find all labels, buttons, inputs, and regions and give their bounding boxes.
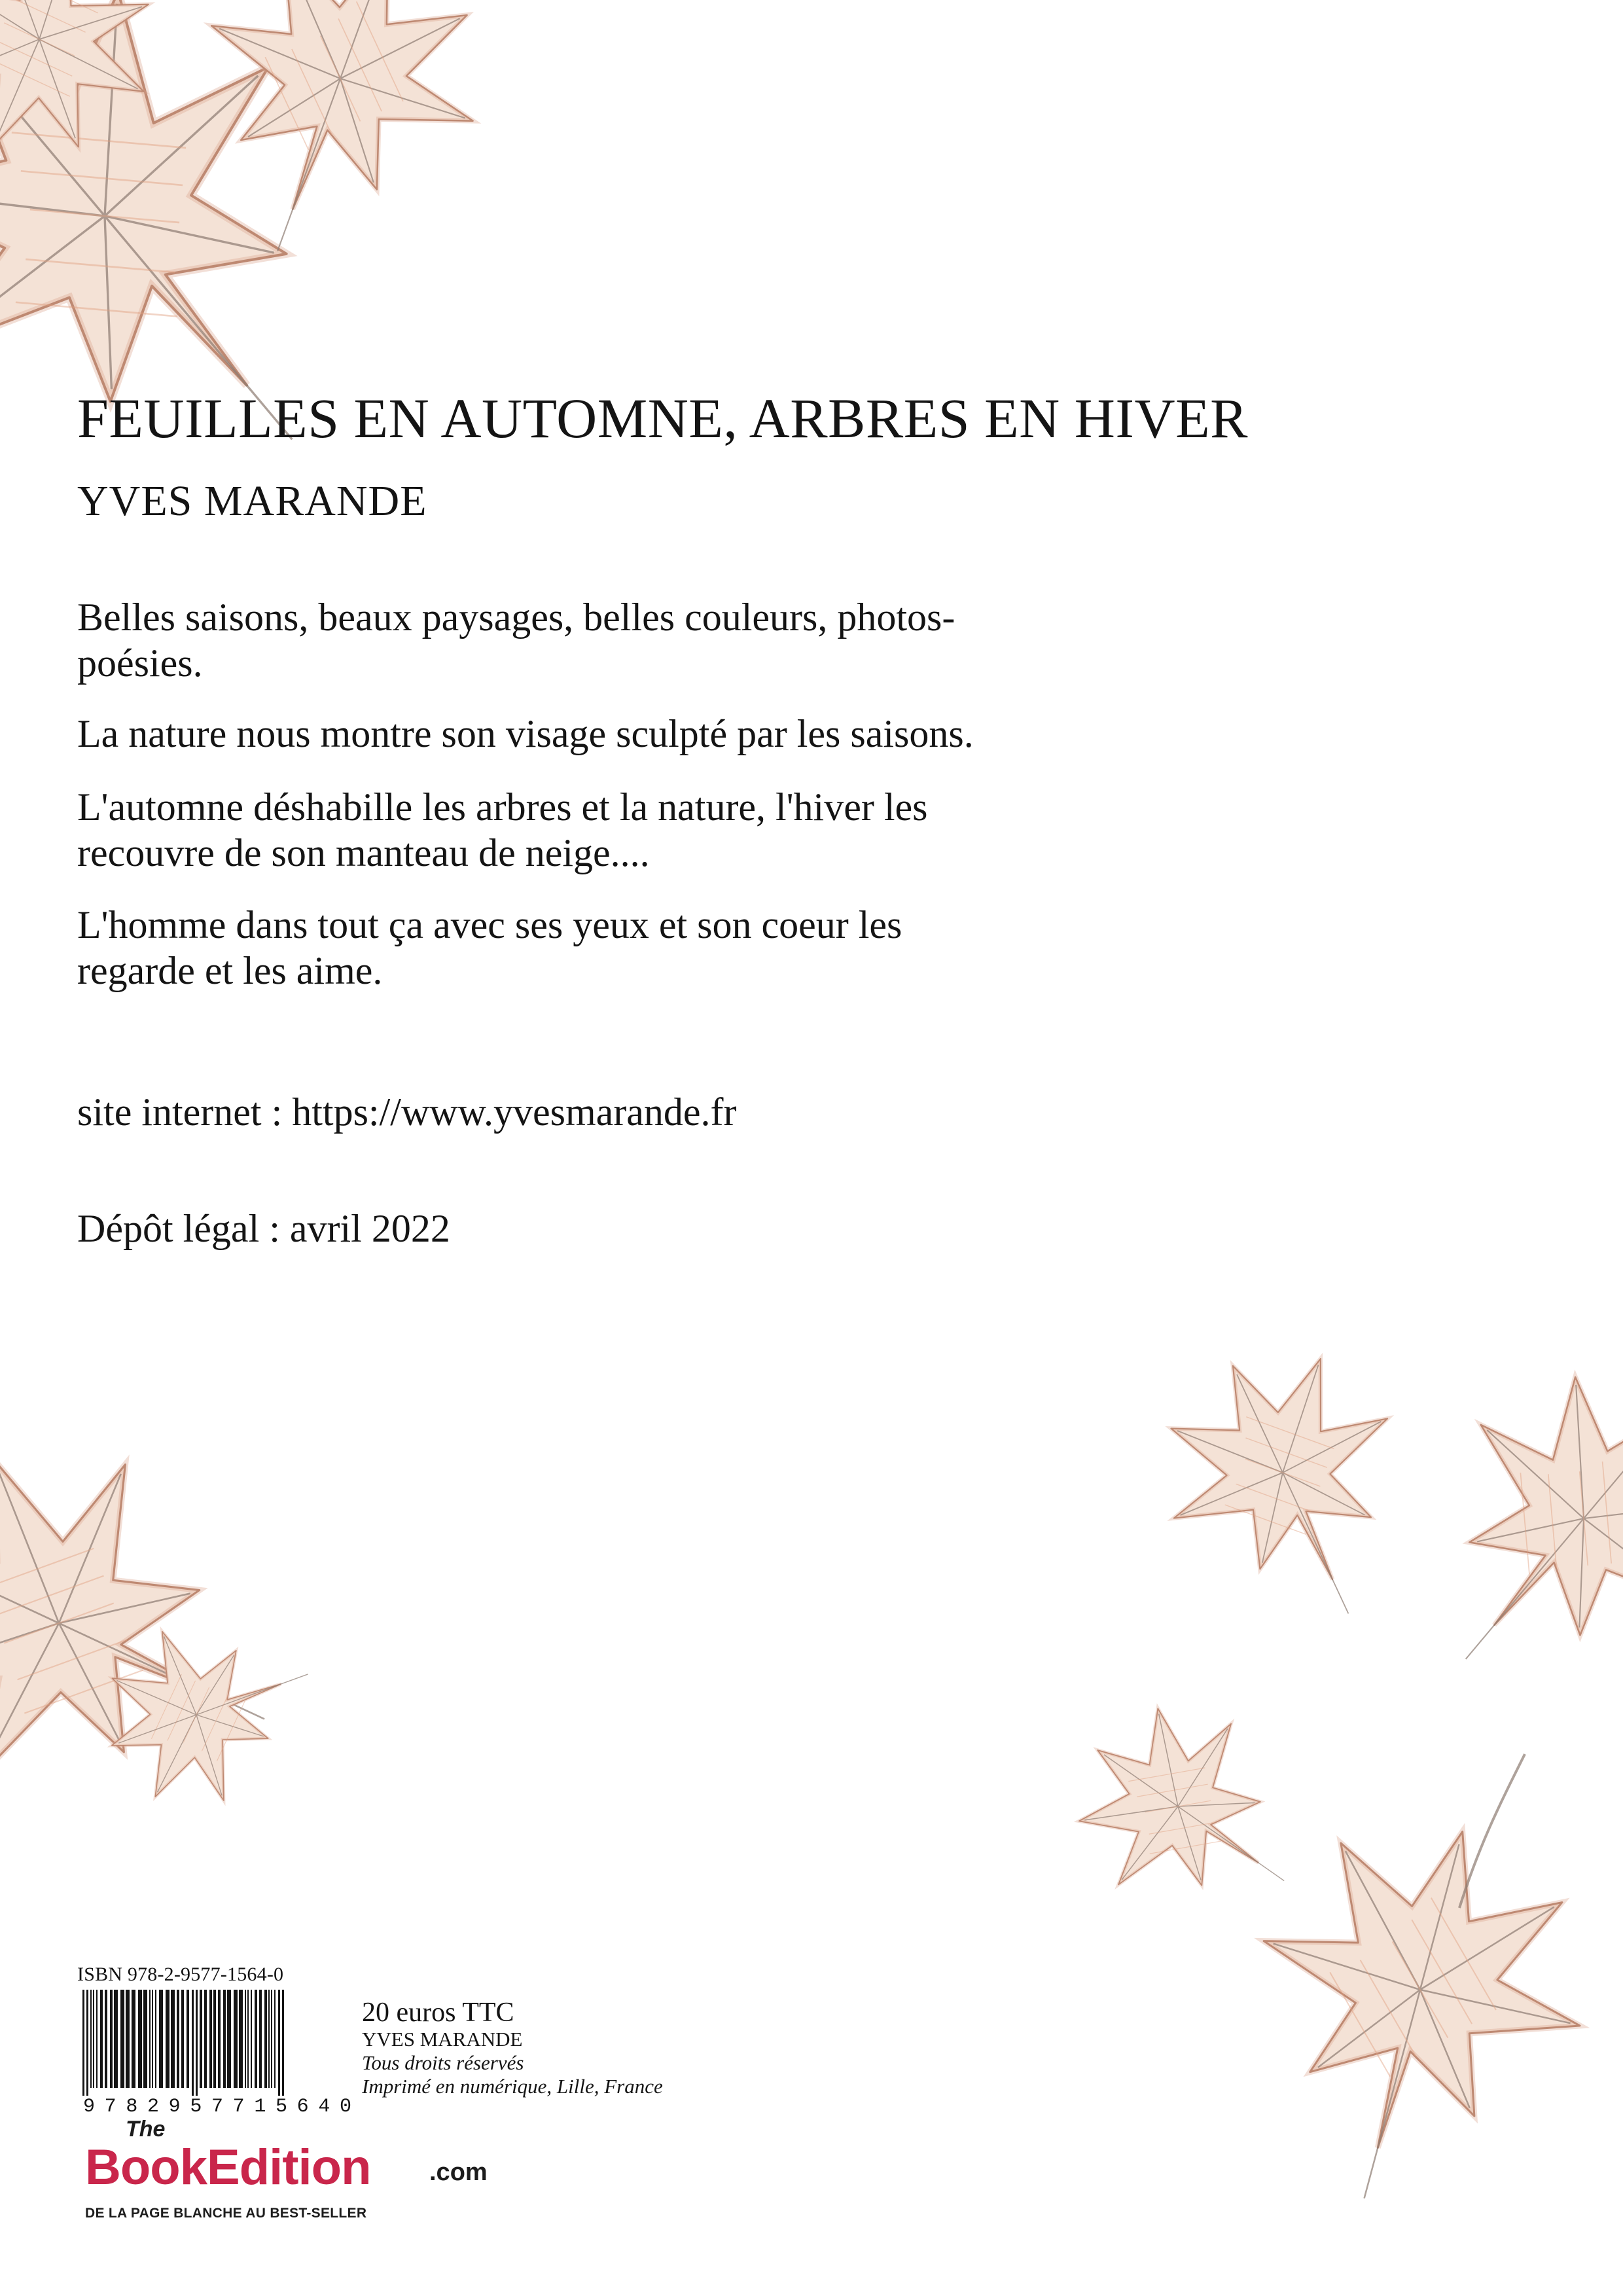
- blurb-line: regarde et les aime.: [77, 949, 383, 992]
- barcode-bar: [152, 1990, 153, 2088]
- leaf-left-middle: [0, 1395, 339, 1874]
- book-title: FEUILLES EN AUTOMNE, ARBRES EN HIVER: [77, 387, 1249, 450]
- website-line: site internet : https://www.yvesmarande.fr: [77, 1090, 737, 1134]
- blurb-paragraph: [77, 784, 927, 876]
- imprint-block: [362, 1998, 663, 2098]
- barcode-bar: [278, 1990, 280, 2096]
- print-location: Imprimé en numérique, Lille, France: [362, 2075, 663, 2098]
- barcode-bar: [209, 1990, 212, 2088]
- barcode-bar: [268, 1990, 270, 2088]
- barcode-bar: [90, 1990, 92, 2088]
- barcode-bar: [196, 1990, 198, 2096]
- barcode-bar: [166, 1990, 169, 2088]
- barcode: [77, 1990, 357, 2115]
- barcode-bar: [213, 1990, 216, 2088]
- barcode-bar: [93, 1990, 94, 2088]
- barcode-bar: [82, 1990, 84, 2096]
- blurb-line: La nature nous montre son visage sculpté par les saisons.: [77, 712, 974, 755]
- barcode-bar: [227, 1990, 231, 2088]
- barcode-bar: [282, 1990, 284, 2096]
- barcode-bar: [192, 1990, 194, 2096]
- barcode-bar: [138, 1990, 142, 2088]
- barcode-bar: [86, 1990, 88, 2096]
- barcode-bar: [177, 1990, 179, 2088]
- barcode-bar: [264, 1990, 267, 2088]
- price: 20 euros TTC: [362, 1998, 514, 2028]
- barcode-bar: [187, 1990, 189, 2088]
- legal-deposit: Dépôt légal : avril 2022: [77, 1207, 450, 1250]
- barcode-bar: [255, 1990, 257, 2088]
- barcode-bar: [200, 1990, 202, 2088]
- barcode-bar: [149, 1990, 151, 2088]
- barcode-bar: [105, 1990, 107, 2088]
- barcode-bar: [234, 1990, 238, 2088]
- barcode-bar: [204, 1990, 207, 2088]
- isbn-barcode-block: [77, 1964, 357, 2115]
- barcode-bar: [239, 1990, 243, 2088]
- logo-the: The: [126, 2117, 166, 2142]
- barcode-bar: [218, 1990, 221, 2088]
- blurb-line: L'homme dans tout ça avec ses yeux et son coeur les: [77, 903, 902, 946]
- barcode-bar: [159, 1990, 163, 2088]
- blurb-line: recouvre de son manteau de neige....: [77, 831, 650, 874]
- barcode-bar: [181, 1990, 184, 2088]
- barcode-bar: [100, 1990, 103, 2088]
- barcode-bar: [247, 1990, 249, 2088]
- barcode-bar: [171, 1990, 175, 2088]
- barcode-bar: [126, 1990, 130, 2088]
- isbn-label: ISBN 978-2-9577-1564-0: [77, 1964, 284, 1985]
- blurb-paragraph: [77, 711, 974, 757]
- logo-wordmark: BookEdition: [85, 2140, 371, 2195]
- logo-tagline: DE LA PAGE BLANCHE AU BEST-SELLER: [85, 2206, 367, 2221]
- barcode-bar: [251, 1990, 252, 2088]
- barcode-bar: [223, 1990, 226, 2088]
- blurb-line: L'automne déshabille les arbres et la nature, l'hiver les: [77, 785, 928, 829]
- publisher-logo: [85, 2117, 488, 2248]
- barcode-bar: [120, 1990, 124, 2088]
- blurb-line: Belles saisons, beaux paysages, belles couleurs, photos-: [77, 596, 955, 639]
- rights-notice: Tous droits réservés: [362, 2051, 524, 2074]
- logo-domain: .com: [429, 2159, 488, 2186]
- barcode-bar: [155, 1990, 156, 2088]
- blurb-paragraph: [77, 902, 902, 994]
- barcode-bar: [271, 1990, 272, 2088]
- barcode-bar: [114, 1990, 118, 2088]
- barcode-bar: [245, 1990, 246, 2088]
- barcode-bar: [143, 1990, 147, 2088]
- barcode-bar: [96, 1990, 98, 2088]
- barcode-digits: 9782957715640: [83, 2096, 351, 2115]
- author-name: YVES MARANDE: [77, 477, 427, 525]
- leaf-right-cluster: [1041, 1316, 1623, 2241]
- barcode-bar: [259, 1990, 262, 2088]
- barcode-bar: [132, 1990, 135, 2088]
- imprint-author: YVES MARANDE: [362, 2028, 523, 2051]
- blurb-paragraph: [77, 594, 955, 686]
- barcode-bar: [110, 1990, 113, 2088]
- barcode-bar: [274, 1990, 276, 2088]
- blurb-line: poésies.: [77, 641, 203, 685]
